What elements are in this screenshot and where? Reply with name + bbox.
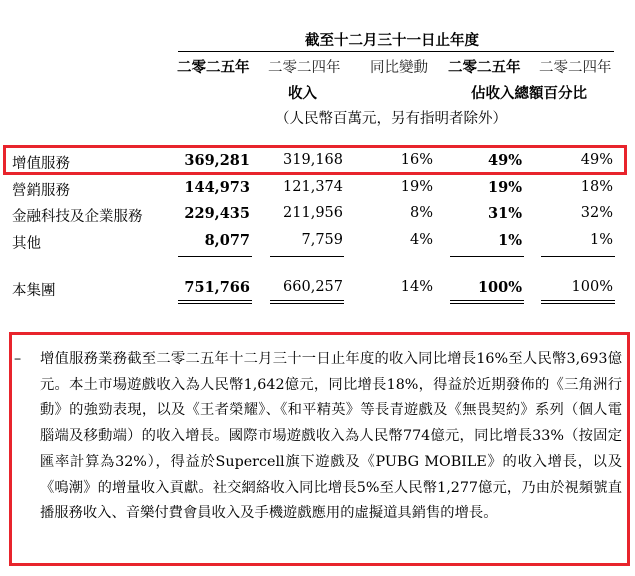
pct-2025: 31% [488,205,522,222]
table-row [0,228,635,254]
value-2024: 319,168 [283,152,343,168]
subtotal-line-2025-pct [450,256,524,257]
total-label: 本集團 [12,283,56,299]
col-header-yoy: 同比變動 [370,60,428,76]
col-header-2025-pct: 二零二五年 [448,59,521,76]
commentary-paragraph: 增值服務業務截至二零二五年十二月三十一日止年度的收入同比增長16%至人民幣3,693億元。本土市場遊戲收入為人民幣1,642億元，同比增長18%，得益於近期發佈的《三角洲行動》的強勁表現，以及《王者榮耀》、《和平精英》等長青遊戲及《無畏契約》系列（個人電腦端及移動端）的收入增長。國際市場遊戲收入為人民幣774億元，同比增長33%（按固定匯率計算為32%），得益於Supercell旗下遊戲及《PUBG MOBILE》的收入增長，以及《鳴潮》的增量收入貢獻。社交網絡收入同比增長5%至人民幣1,277億元，乃由於視頻號直播服務收入、音樂付費會員收入及手機遊戲應用的虛擬道具銷售的增長。 [40,351,622,522]
period-header: 截至十二月三十一日止年度 [305,32,479,49]
value-2024: 121,374 [283,179,343,195]
subtotal-line-2025 [178,256,252,257]
pct-2024: 18% [580,179,613,195]
total-double-line-2024-pct [541,300,615,301]
pct-2024: 32% [580,205,613,221]
value-2025: 369,281 [184,152,250,169]
value-yoy: 4% [409,232,433,248]
col-header-2024-pct: 二零二四年 [539,60,612,76]
value-2025: 229,435 [184,205,250,222]
row-label: 營銷服務 [12,183,70,199]
table-row [0,148,635,174]
value-2024: 211,956 [283,205,343,221]
table-row [0,201,635,227]
period-underline [178,51,614,52]
pct-2024: 49% [580,152,613,168]
pct-label: 佔收入總額百分比 [471,85,587,102]
value-2025: 144,973 [184,179,250,196]
total-double-line-2024 [270,300,344,301]
row-label: 增值服務 [12,156,70,172]
row-label: 金融科技及企業服務 [12,209,143,225]
total-yoy: 14% [400,279,433,295]
bullet-dash: – [14,351,22,367]
total-pct-2025: 100% [477,279,522,296]
pct-2025: 49% [488,152,522,169]
value-yoy: 8% [409,205,433,221]
total-2025: 751,766 [184,279,250,296]
total-double-line-2025 [178,300,252,301]
row-label: 其他 [12,236,41,252]
total-double-line-2025-pct [450,303,524,304]
revenue-label: 收入 [288,85,317,102]
subtotal-line-2024-pct [541,256,615,257]
subtotal-line-2024 [270,256,344,257]
total-row [0,275,635,301]
value-yoy: 16% [400,152,433,168]
value-2024: 7,759 [301,232,343,248]
total-2024: 660,257 [283,279,343,295]
total-double-line-2024 [270,303,344,304]
value-2025: 8,077 [204,232,250,249]
total-double-line-2024-pct [541,303,615,304]
pct-2025: 1% [498,232,522,249]
total-double-line-2025-pct [450,300,524,301]
total-double-line-2025 [178,303,252,304]
col-header-2025: 二零二五年 [177,59,250,76]
pct-2024: 1% [589,232,613,248]
table-row [0,175,635,201]
value-yoy: 19% [400,179,433,195]
pct-2025: 19% [488,179,522,196]
col-header-2024: 二零二四年 [268,60,341,76]
unit-note: （人民幣百萬元，另有指明者除外） [275,111,507,127]
total-pct-2024: 100% [571,279,613,295]
